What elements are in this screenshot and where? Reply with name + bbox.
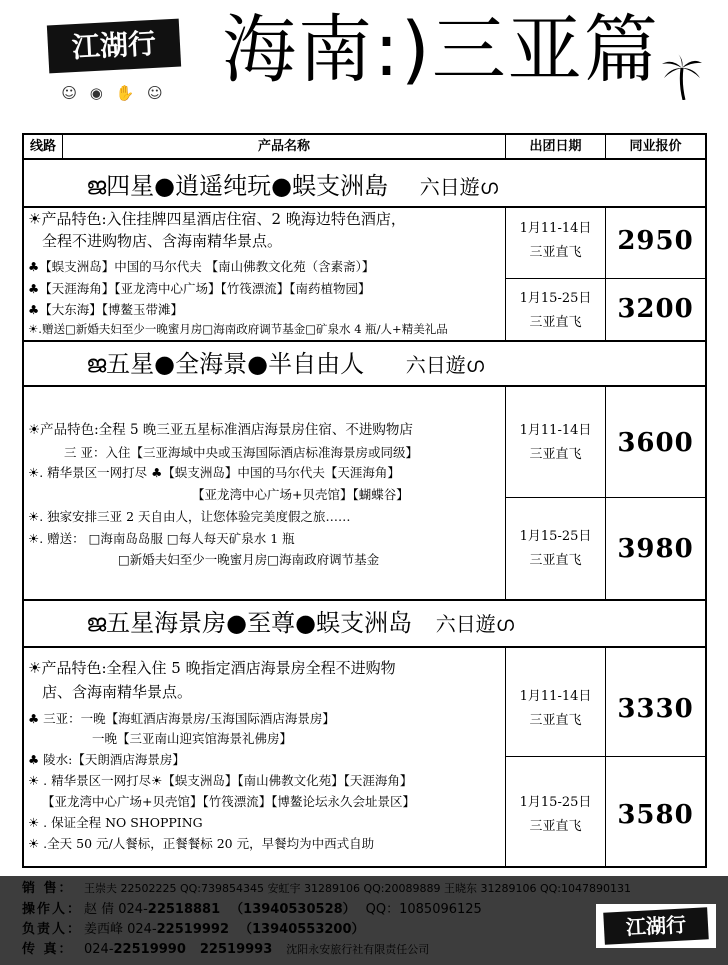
feature-line: ☀. 独家安排三亚 2 天自由人，让您体验完美度假之旅…… [28,509,351,524]
section-days: 六日遊ഗ [435,612,514,636]
price-value: 3600 [617,428,694,458]
section-title [86,166,498,207]
footer-logo-text: 江湖行 [603,907,709,944]
price-value: 3980 [617,534,694,564]
page-title: 海南:)三亚篇 [222,7,660,93]
fax-number-1: 22519990 [113,942,186,957]
manager-phone: 22519992 [156,922,230,937]
manager-contact [22,921,365,939]
feature-line: ♣【大东海】【博鳌玉带滩】 [28,302,183,317]
feature-line: ♣ 三亚：一晚【海虹酒店海景房/玉海国际酒店海景房】 [28,711,335,726]
feature-line: 三 亚：入住【三亚海域中央或玉海国际酒店标准海景房或同级】 [64,445,418,460]
feature-line: ♣【蜈支洲岛】中国的马尔代夫 【南山佛教文化苑（含素斋）】 [28,259,375,274]
column-header-product: 产品名称 [257,139,310,154]
feature-line: □新婚夫妇至少一晚蜜月房□海南政府调节基金 [118,552,380,567]
section-title-text: ജ五星●全海景●半自由人 [86,350,365,378]
column-header-price: 同业报价 [629,139,682,154]
price-value: 3330 [617,694,694,724]
feature-line: ♣ 陵水:【天朗酒店海景房】 [28,752,185,767]
feature-line: ☀ . 保证全程 NO SHOPPING [28,815,203,830]
section-title [86,344,484,385]
column-header-date: 出团日期 [529,139,582,154]
section-divider [22,340,706,342]
brand-logo [48,22,180,104]
feature-line: ☀产品特色:全程 5 晚三亚五星标准酒店海景房住宿、不进购物店 [28,422,413,438]
fax-prefix: 024- [84,942,114,957]
feature-line: 一晚【三亚南山迎宾馆海景礼佛房】 [92,731,293,746]
sales-label: 销 售： [22,881,74,896]
price-column-divider [605,385,606,599]
brand-logo-text: 江湖行 [47,19,181,74]
section-title [86,603,514,644]
departure-divider [505,278,706,279]
section-title-text: ജ四星●逍遥纯玩●蜈支洲島 [86,172,389,200]
feature-line: ♣【天涯海角】【亚龙湾中心广场】【竹筏漂流】【南药植物园】 [28,281,371,296]
sales-text: 王崇夫 22502225 QQ:739854345 安虹宇 31289106 QQ:20089889 王晓东 31289106 QQ:1047890131 [84,882,631,895]
palm-tree-icon [660,54,704,100]
section-divider [22,599,706,601]
price-value: 3580 [617,800,694,830]
departure-route: 三亚直飞 [529,447,582,462]
operator-qq: QQ：1085096125 [365,902,482,917]
operator-label: 操作人： [22,902,83,917]
departure-divider [505,497,706,498]
departure-date: 1月11-14日 [519,221,592,236]
departure-date: 1月15-25日 [519,291,592,306]
feature-line: ☀ . 精华景区一网打尽☀【蜈支洲岛】【南山佛教文化苑】【天涯海角】 [28,773,413,788]
column-header-route: 线路 [29,139,56,154]
fax-number-2: 22519993 [199,942,273,957]
manager-mobile: （13940553200） [239,922,365,937]
departure-route: 三亚直飞 [529,245,582,260]
operator-name: 赵 倩 024- [84,902,148,917]
sales-contacts [22,880,631,898]
feature-line: ☀ .全天 50 元/人餐标，正餐餐标 20 元，早餐均为中西式自助 [28,836,375,851]
manager-name: 姜西峰 024- [84,922,157,937]
departure-route: 三亚直飞 [529,553,582,568]
operator-phone: 22518881 [147,902,221,917]
section-days: 六日遊ഗ [419,175,498,199]
feature-line: ☀.赠送□新婚夫妇至少一晚蜜月房□海南政府调节基金□矿泉水 4 瓶/人+精美礼品 [28,322,448,336]
price-value: 3200 [617,294,694,324]
footer-logo [596,904,716,948]
section-divider [22,385,706,387]
departure-divider [505,756,706,757]
section-divider [22,646,706,648]
feature-line: 全程不进购物店、含海南精华景点。 [42,232,283,250]
departure-route: 三亚直飞 [529,315,582,330]
departure-date: 1月15-25日 [519,795,592,810]
manager-label: 负责人： [22,922,83,937]
operator-contact [22,901,482,919]
departure-route: 三亚直飞 [529,819,582,834]
price-value: 2950 [617,226,694,256]
feature-line: ☀. 赠送： □海南岛岛服 □每人每天矿泉水 1 瓶 [28,531,295,546]
feature-line: ☀产品特色:入住挂牌四星酒店住宿、2 晚海边特色酒店， [28,210,406,228]
logo-icons: ☺ ◉ ✋ ☺ [61,84,167,102]
section-days: 六日遊ഗ [405,353,484,377]
departure-date: 1月15-25日 [519,529,592,544]
table-left-border [22,133,24,867]
table-bottom-border [22,866,707,868]
section-title-text: ജ五星海景房●至尊●蜈支洲岛 [86,609,413,637]
feature-line: 店、含海南精华景点。 [42,683,193,701]
operator-mobile: （13940530528） [230,902,356,917]
feature-line: 【亚龙湾中心广场+贝壳馆】【竹筏漂流】【博鳌论坛永久会址景区】 [42,794,415,809]
departure-date: 1月11-14日 [519,423,592,438]
departure-route: 三亚直飞 [529,713,582,728]
fax-contact [22,941,429,959]
fax-label: 传 真： [22,942,74,957]
feature-line: ☀. 精华景区一网打尽 ♣【蜈支洲岛】中国的马尔代夫【天涯海角】 [28,465,400,480]
departure-date: 1月11-14日 [519,689,592,704]
company-name: 沈阳永安旅行社有限责任公司 [286,943,430,956]
feature-line: ☀产品特色:全程入住 5 晚指定酒店海景房全程不进购物 [28,659,396,677]
feature-line: 【亚龙湾中心广场+贝壳馆】【蝴蝶谷】 [192,487,409,502]
